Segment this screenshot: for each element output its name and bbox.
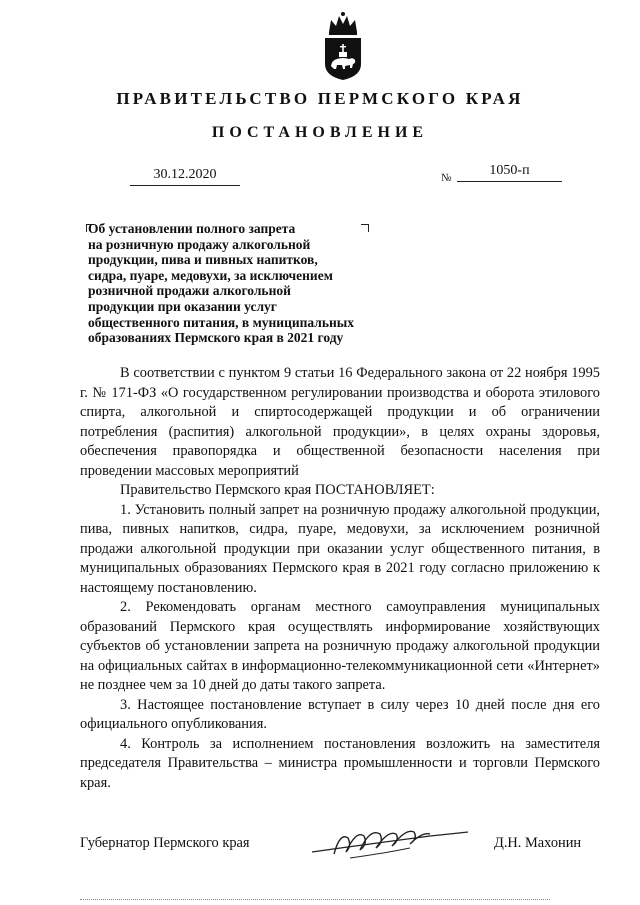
clause-1: 1. Установить полный запрет на розничную продажу алкогольной продукции, пива, пивных напитков, сидра, пуаре, медовухи, за исключением розничной продажи алкогольной продукции при оказании услуг общественного питания, в муниципальных образованиях Пермского края в 2021 году согласно приложению к настоящему постановлению.	[80, 501, 600, 596]
subject-line: образованиях Пермского края в 2021 году	[88, 330, 344, 346]
government-title: ПРАВИТЕЛЬСТВО ПЕРМСКОГО КРАЯ	[116, 89, 524, 108]
clause-4: 4. Контроль за исполнением постановления возложить на заместителя председателя Правительства – министра промышленности и торговли Пермского края.	[80, 735, 600, 791]
preamble-paragraph: В соответствии с пунктом 9 статьи 16 Федерального закона от 22 ноября 1995 г. № 171-ФЗ «О государственном регулировании производства и оборота этилового спирта, алкогольной и спиртосодержащей продукции и об ограничении потребления (распития) алкогольной продукции», в целях охраны здоровья, обеспечения правопорядка и общественной безопасности населения при проведении массовых мероприятий	[80, 365, 600, 479]
clause-3: 3. Настоящее постановление вступает в силу через 10 дней после дня его официального опубликования.	[80, 696, 600, 732]
subject-line: общественного питания, в муниципальных	[88, 314, 355, 330]
document-date: 30.12.2020	[130, 167, 240, 186]
document-subject	[88, 221, 408, 346]
subject-line: розничной продажи алкогольной	[88, 283, 291, 299]
subject-line: продукции при оказании услуг	[88, 298, 277, 314]
signatory-position: Губернатор Пермского края	[80, 835, 250, 851]
resolution-paragraph: Правительство Пермского края ПОСТАНОВЛЯЕТ:	[120, 482, 435, 498]
signatory-name: Д.Н. Махонин	[494, 835, 582, 851]
number-label: №	[441, 172, 452, 184]
footer-rule	[80, 899, 550, 900]
subject-line: продукции, пива и пивных напитков,	[88, 252, 318, 268]
document-type: ПОСТАНОВЛЕНИЕ	[211, 124, 429, 141]
handwritten-signature	[310, 818, 470, 866]
subject-line: Об установлении полного запрета	[88, 221, 296, 236]
subject-line: сидра, пуаре, медовухи, за исключением	[88, 267, 333, 283]
document-number: 1050-п	[457, 163, 562, 182]
coat-of-arms-icon	[319, 10, 367, 82]
document-body	[80, 364, 600, 793]
subject-line: на розничную продажу алкогольной	[88, 236, 311, 252]
clause-2: 2. Рекомендовать органам местного самоуправления муниципальных образований Пермского края осуществлять информирование хозяйствующих субъектов об установлении запрета на розничную продажу алкогольной продукции на официальных сайтах в информационно-телекоммуникационной сети «Интернет» не позднее чем за 10 дней до даты такого запрета.	[80, 599, 600, 693]
